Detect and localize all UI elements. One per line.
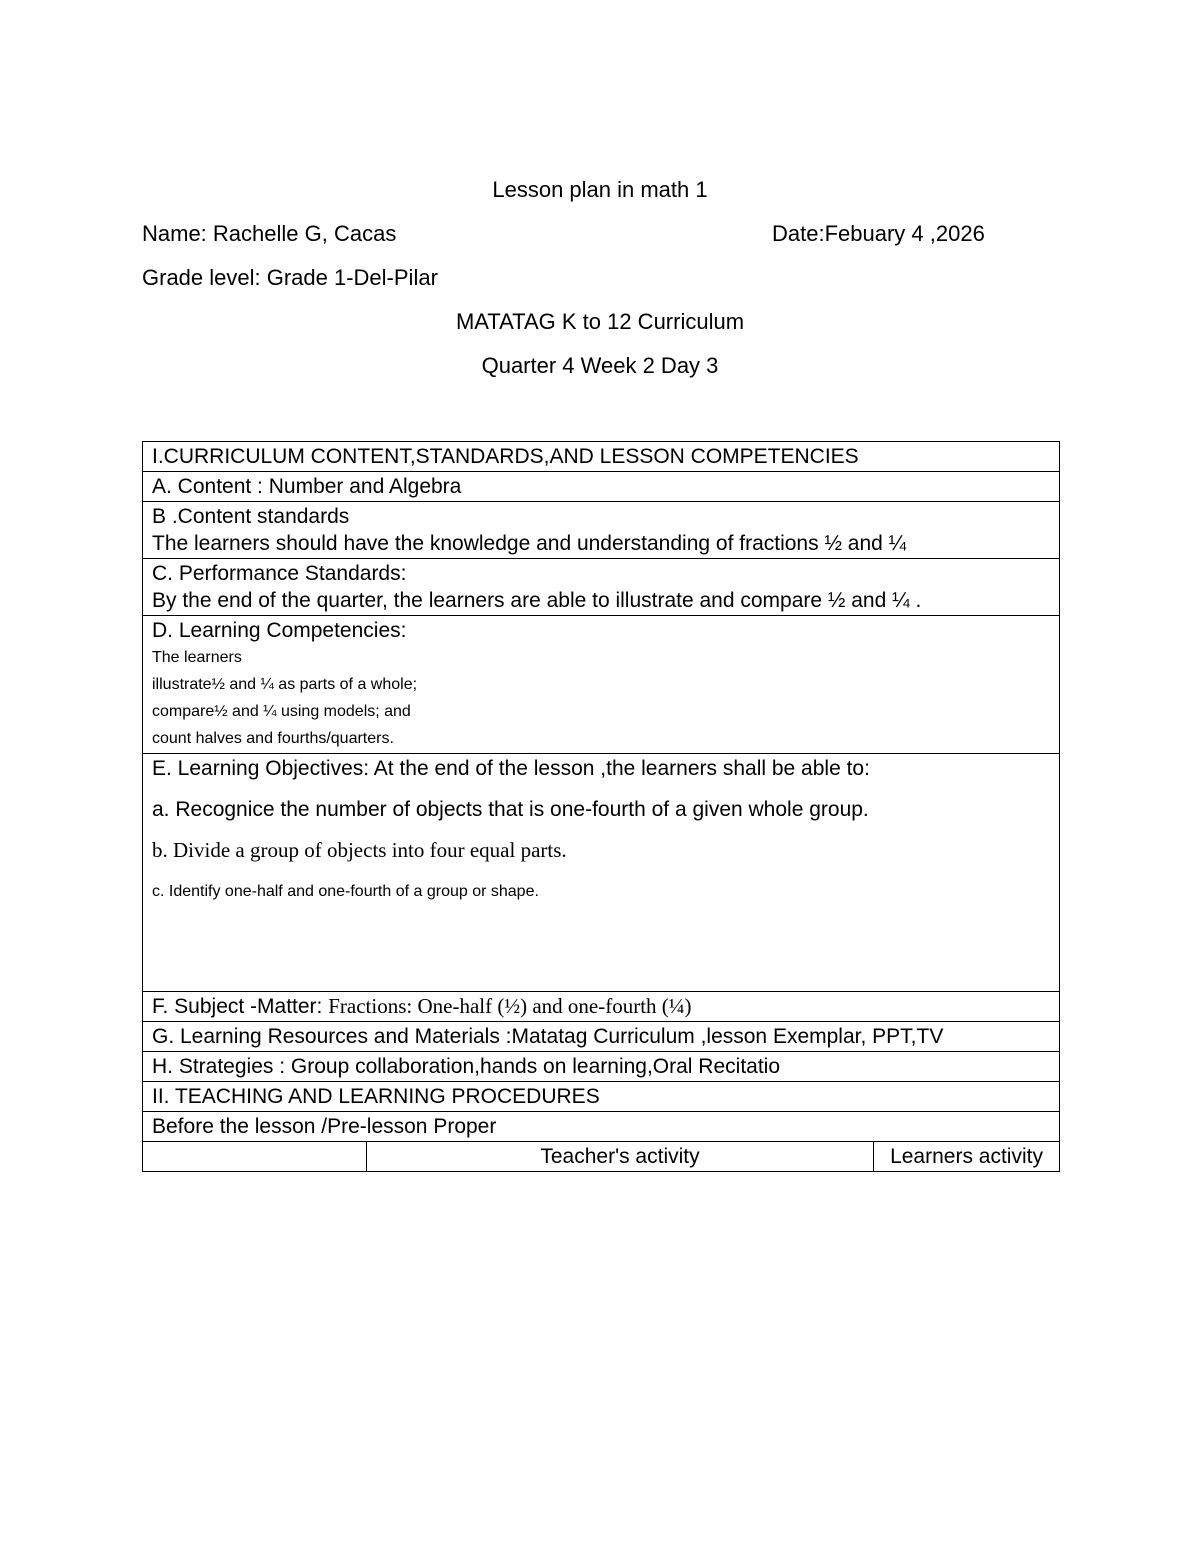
table-row — [143, 442, 1060, 472]
teacher-name: Name: Rachelle G, Cacas — [142, 221, 397, 246]
competency-line: illustrate½ and ¼ as parts of a whole; — [152, 676, 418, 693]
table-row — [143, 1142, 1060, 1172]
table-row — [143, 1052, 1060, 1082]
competency-line: count halves and fourths/quarters. — [152, 730, 394, 747]
learners-activity-header: Learners activity — [874, 1142, 1060, 1172]
table-row — [143, 472, 1060, 502]
lesson-plan-table — [142, 441, 1060, 1172]
performance-standards-cell — [143, 559, 1060, 616]
curriculum-name: MATATAG K to 12 Curriculum — [455, 309, 745, 334]
table-row — [143, 559, 1060, 616]
teacher-activity-header: Teacher's activity — [367, 1142, 874, 1172]
subject-matter-label: F. Subject -Matter: — [152, 995, 329, 1018]
section-1-heading: I.CURRICULUM CONTENT,STANDARDS,AND LESSON COMPETENCIES — [143, 442, 1060, 472]
objective-a: a. Recognice the number of objects that is one-fourth of a given whole group. — [152, 798, 869, 821]
objective-c: c. Identify one-half and one-fourth of a group or shape. — [152, 883, 539, 900]
performance-standards-text: By the end of the quarter, the learners are able to illustrate and compare ½ and ¼ . — [152, 589, 922, 612]
grade-level: Grade level: Grade 1-Del-Pilar — [142, 265, 438, 290]
competency-line: compare½ and ¼ using models; and — [152, 703, 411, 720]
objectives-cell — [143, 754, 1060, 992]
strategies-cell: H. Strategies : Group collaboration,hands on learning,Oral Recitatio — [143, 1052, 1060, 1082]
performance-standards-label: C. Performance Standards: — [152, 562, 407, 585]
table-row — [143, 992, 1060, 1022]
objectives-label: E. Learning Objectives: At the end of the lesson ,the learners shall be able to: — [152, 757, 870, 780]
content-standards-label: B .Content standards — [152, 505, 350, 528]
table-row — [143, 754, 1060, 992]
quarter-week-day: Quarter 4 Week 2 Day 3 — [481, 353, 719, 378]
competencies-label: D. Learning Competencies: — [152, 619, 407, 642]
subject-matter-cell — [143, 992, 1060, 1022]
table-row — [143, 502, 1060, 559]
subject-matter-text: Fractions: One-half (½) and one-fourth (¼) — [328, 994, 692, 1018]
content-cell: A. Content : Number and Algebra — [143, 472, 1060, 502]
table-row — [143, 1082, 1060, 1112]
table-row — [143, 1022, 1060, 1052]
competency-line: The learners — [152, 649, 242, 666]
empty-cell — [143, 1142, 367, 1172]
objective-b: b. Divide a group of objects into four equal parts. — [152, 838, 567, 862]
table-row — [143, 616, 1060, 754]
before-lesson-cell: Before the lesson /Pre-lesson Proper — [143, 1112, 1060, 1142]
content-standards-text: The learners should have the knowledge and understanding of fractions ½ and ¼ — [152, 532, 907, 555]
table-row — [143, 1112, 1060, 1142]
resources-cell: G. Learning Resources and Materials :Matatag Curriculum ,lesson Exemplar, PPT,TV — [143, 1022, 1060, 1052]
lesson-date: Date:Febuary 4 ,2026 — [772, 221, 985, 246]
section-2-heading: II. TEACHING AND LEARNING PROCEDURES — [143, 1082, 1060, 1112]
page-title: Lesson plan in math 1 — [492, 177, 708, 202]
competencies-cell — [143, 616, 1060, 754]
content-standards-cell — [143, 502, 1060, 559]
